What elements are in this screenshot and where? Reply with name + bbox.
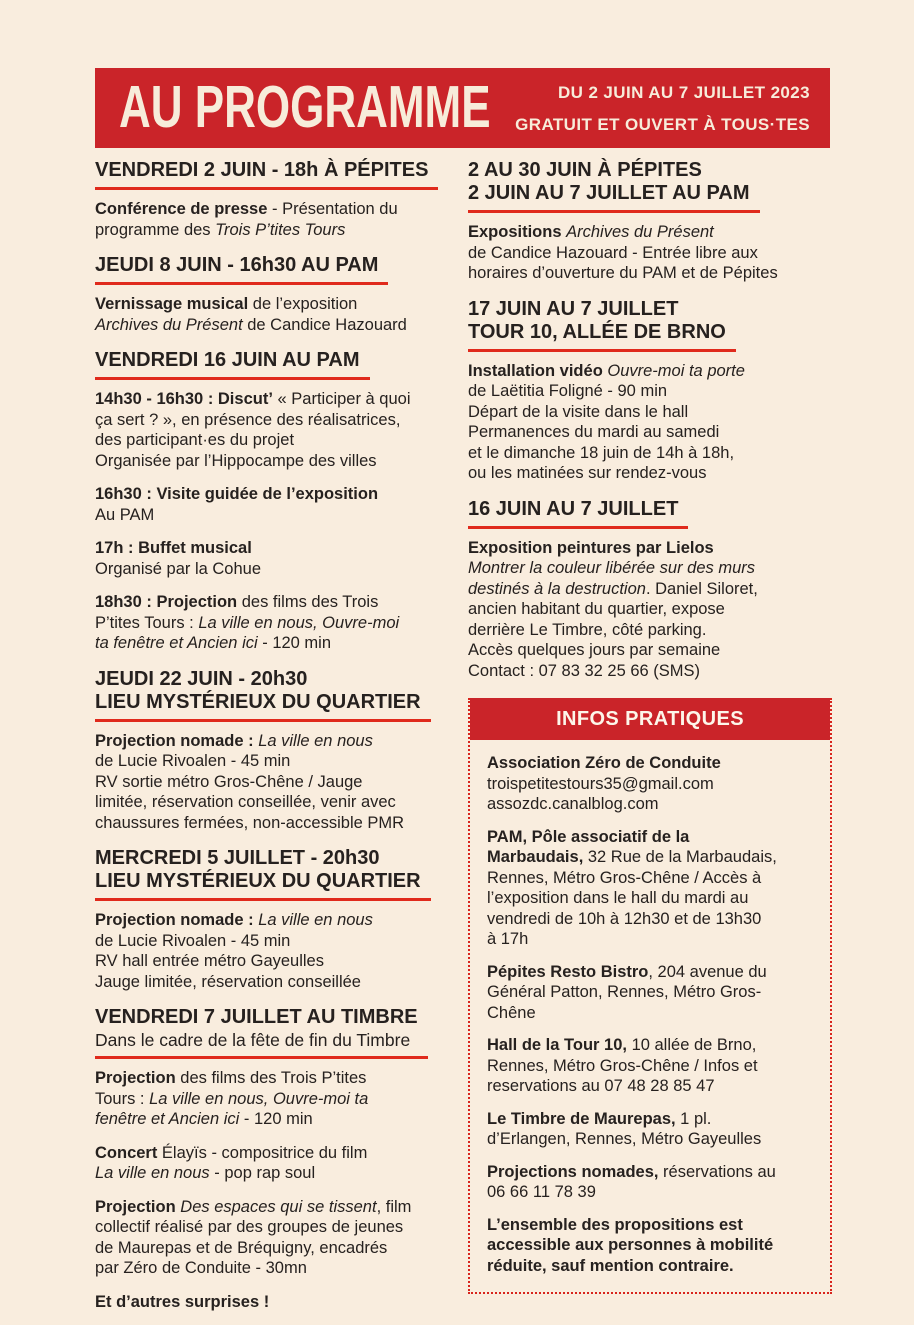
text-segment: accessible aux personnes à mobilité xyxy=(487,1236,774,1254)
event-date-heading-line: JEUDI 22 JUIN - 20h30 xyxy=(95,667,308,690)
event-description xyxy=(95,1068,459,1130)
event-date-heading-line: VENDREDI 2 JUIN - 18h À PÉPITES xyxy=(95,159,429,181)
event-date-heading xyxy=(468,159,760,213)
text-segment: Hall de la Tour 10, xyxy=(487,1036,627,1054)
event-description xyxy=(468,361,832,484)
text-segment: de Candice Hazouard - Entrée libre aux xyxy=(468,243,758,262)
infos-entry xyxy=(487,962,818,1024)
event-date-heading-line: 2 AU 30 JUIN À PÉPITES xyxy=(468,159,702,181)
text-segment: P’tites Tours : xyxy=(95,613,199,632)
text-segment: Au PAM xyxy=(95,505,155,524)
text-segment: Des espaces qui se tissent xyxy=(180,1197,377,1216)
text-segment: fenêtre et Ancien ici xyxy=(95,1110,240,1128)
text-segment: Jauge limitée, réservation conseillée xyxy=(95,972,361,991)
text-segment: de l’exposition xyxy=(248,295,358,313)
event-description xyxy=(95,199,459,240)
text-segment: 14h30 - 16h30 : Discut’ xyxy=(95,390,273,408)
text-segment: 1 pl. xyxy=(675,1109,712,1128)
text-segment: Vernissage musical xyxy=(95,295,249,313)
event-description xyxy=(95,592,459,654)
text-segment: d’Erlangen, Rennes, Métro Gayeulles xyxy=(487,1130,762,1148)
text-segment: Concert xyxy=(95,1143,158,1162)
text-segment: La ville en nous xyxy=(258,911,373,929)
text-segment: ça sert ? », en présence des réalisatrices, xyxy=(95,410,401,429)
text-segment: Association Zéro de Conduite xyxy=(487,754,721,772)
text-segment: Chêne xyxy=(487,1003,536,1022)
text-segment: 16h30 : Visite guidée de l’exposition xyxy=(95,485,379,503)
infos-pratiques-title: INFOS PRATIQUES xyxy=(470,698,830,740)
event-date-heading-line: 2 JUIN AU 7 JUILLET AU PAM xyxy=(468,182,750,204)
event-date-heading-line: JEUDI 8 JUIN - 16h30 AU PAM xyxy=(95,254,379,276)
text-segment: limitée, réservation conseillée, venir avec xyxy=(95,793,396,811)
text-segment: Accès quelques jours par semaine xyxy=(468,641,721,659)
event-date-heading xyxy=(95,159,438,190)
event-description xyxy=(95,389,459,471)
text-segment: Pépites Resto Bistro xyxy=(487,962,649,981)
text-segment: et le dimanche 18 juin de 14h à 18h, xyxy=(468,443,735,462)
text-segment: des films des Trois xyxy=(237,593,379,611)
text-segment: assozdc.canalblog.com xyxy=(487,795,659,813)
infos-entry xyxy=(487,1109,818,1150)
text-segment: de Laëtitia Foligné - 90 min xyxy=(468,382,668,400)
infos-entry xyxy=(487,1035,818,1097)
text-segment: Contact : 07 83 32 25 66 (SMS) xyxy=(468,661,701,680)
event-description xyxy=(468,538,832,682)
text-segment: de Lucie Rivoalen - 45 min xyxy=(95,931,291,950)
infos-entry xyxy=(487,1162,818,1203)
text-segment: des participant·es du projet xyxy=(95,431,295,449)
text-segment: réduite, sauf mention contraire. xyxy=(487,1256,734,1275)
text-segment: , film xyxy=(376,1197,412,1216)
event-date-heading-line: VENDREDI 16 JUIN AU PAM xyxy=(95,349,360,371)
event-date-heading xyxy=(95,1006,428,1059)
text-segment: Permanences du mardi au samedi xyxy=(468,423,720,441)
event-description xyxy=(95,1143,459,1184)
text-segment: Expositions xyxy=(468,223,562,241)
event-description xyxy=(95,910,459,992)
event-date-heading xyxy=(95,254,388,285)
text-segment: Exposition peintures par Lielos xyxy=(468,538,714,557)
text-segment: La ville en nous xyxy=(95,1164,210,1182)
text-segment: de Candice Hazouard xyxy=(242,315,407,334)
banner-dates xyxy=(515,84,810,133)
banner-date-range: DU 2 JUIN AU 7 JUILLET 2023 xyxy=(557,82,810,102)
banner-free-note: GRATUIT ET OUVERT À TOUS·TES xyxy=(515,114,810,134)
text-segment: RV hall entrée métro Gayeulles xyxy=(95,952,324,970)
text-segment: 32 Rue de la Marbaudais, xyxy=(583,848,777,866)
program-column-left xyxy=(95,157,459,1325)
text-segment: 18h30 : Projection xyxy=(95,593,238,611)
text-segment: ta fenêtre et Ancien ici xyxy=(95,634,258,652)
text-segment: de Lucie Rivoalen - 45 min xyxy=(95,752,291,770)
text-segment: Archives du Présent xyxy=(95,315,243,334)
text-segment: - pop rap soul xyxy=(209,1164,316,1182)
text-segment: . Daniel Siloret, xyxy=(645,579,758,598)
event-description xyxy=(95,1197,459,1279)
text-segment: ou les matinées sur rendez-vous xyxy=(468,464,707,482)
text-segment: des films des Trois P’tites xyxy=(175,1069,367,1087)
event-date-heading xyxy=(95,847,431,901)
event-description xyxy=(95,538,459,579)
text-segment: Marbaudais, xyxy=(487,848,584,866)
text-segment: troispetitestours35@gmail.com xyxy=(487,774,714,793)
text-segment: La ville en nous, Ouvre-moi ta xyxy=(149,1089,369,1108)
event-description xyxy=(95,1292,459,1313)
event-date-heading-line: TOUR 10, ALLÉE DE BRNO xyxy=(468,320,726,343)
infos-entry xyxy=(487,1215,818,1277)
text-segment: Rennes, Métro Gros-Chêne / Accès à xyxy=(487,868,762,887)
text-segment: Général Patton, Rennes, Métro Gros- xyxy=(487,983,762,1001)
text-segment: programme des xyxy=(95,220,216,239)
program-column-right xyxy=(468,157,832,1294)
text-segment: - Présentation du xyxy=(267,200,398,218)
text-segment: 17h : Buffet musical xyxy=(95,539,252,557)
text-segment: derrière Le Timbre, côté parking. xyxy=(468,620,707,639)
text-segment: Conférence de presse xyxy=(95,200,268,218)
text-segment: Le Timbre de Maurepas, xyxy=(487,1109,676,1128)
text-segment: Projection xyxy=(95,1069,176,1087)
text-segment: « Participer à quoi xyxy=(272,390,411,408)
text-segment: Trois P’tites Tours xyxy=(215,220,346,239)
text-segment: La ville en nous xyxy=(258,731,373,750)
event-description xyxy=(95,484,459,525)
page-title: AU PROGRAMME xyxy=(119,74,491,141)
text-segment: Archives du Présent xyxy=(566,223,714,241)
infos-entry xyxy=(487,753,818,815)
text-segment: destinés à la destruction xyxy=(468,579,646,598)
text-segment: chaussures fermées, non-accessible PMR xyxy=(95,813,405,832)
text-segment: - 120 min xyxy=(239,1110,313,1128)
infos-entry xyxy=(487,827,818,950)
event-date-heading-line: 16 JUIN AU 7 JUILLET xyxy=(468,497,679,520)
text-segment: par Zéro de Conduite - 30mn xyxy=(95,1259,307,1277)
event-date-heading-line: MERCREDI 5 JUILLET - 20h30 xyxy=(95,847,380,869)
text-segment: RV sortie métro Gros-Chêne / Jauge xyxy=(95,772,363,791)
event-description xyxy=(468,222,832,284)
text-segment: l’exposition dans le hall du mardi au xyxy=(487,889,749,907)
text-segment: Montrer la couleur libérée sur des murs xyxy=(468,559,756,577)
event-date-heading-line: VENDREDI 7 JUILLET AU TIMBRE xyxy=(95,1006,418,1028)
event-date-heading-line: LIEU MYSTÉRIEUX DU QUARTIER xyxy=(95,870,421,892)
text-segment: Projection nomade : xyxy=(95,731,259,750)
text-segment: à 17h xyxy=(487,930,529,948)
text-segment: - 120 min xyxy=(257,634,332,652)
text-segment: , 204 avenue du xyxy=(648,962,767,981)
text-segment: Organisé par la Cohue xyxy=(95,559,262,578)
text-segment: réservations au xyxy=(658,1162,776,1181)
text-segment: Départ de la visite dans le hall xyxy=(468,402,689,421)
event-date-heading xyxy=(95,668,431,722)
text-segment: Projections nomades, xyxy=(487,1162,659,1181)
text-segment: Tours : xyxy=(95,1089,150,1108)
text-segment: reservations au 07 48 28 85 47 xyxy=(487,1077,715,1095)
text-segment: de Maurepas et de Bréquigny, encadrés xyxy=(95,1238,388,1257)
event-description xyxy=(95,731,459,834)
text-segment: La ville en nous, Ouvre-moi xyxy=(198,613,400,632)
text-segment: L’ensemble des propositions est xyxy=(487,1215,743,1234)
text-segment: 10 allée de Brno, xyxy=(626,1036,757,1054)
text-segment: Projection nomade : xyxy=(95,911,259,929)
event-description xyxy=(95,294,459,335)
text-segment: Et d’autres surprises ! xyxy=(95,1292,270,1311)
event-date-subheading: Dans le cadre de la fête de fin du Timbre xyxy=(95,1030,411,1050)
text-segment: ancien habitant du quartier, expose xyxy=(468,600,725,618)
text-segment: collectif réalisé par des groupes de jeunes xyxy=(95,1218,404,1236)
event-date-heading-line: 17 JUIN AU 7 JUILLET xyxy=(468,297,679,320)
text-segment: PAM, Pôle associatif de la xyxy=(487,827,690,846)
text-segment: horaires d’ouverture du PAM et de Pépites xyxy=(468,264,778,282)
text-segment: Projection xyxy=(95,1197,176,1216)
text-segment: Élayïs - compositrice du film xyxy=(157,1143,368,1162)
event-date-heading-line: LIEU MYSTÉRIEUX DU QUARTIER xyxy=(95,690,421,713)
event-date-heading xyxy=(468,298,736,352)
infos-pratiques-body xyxy=(470,740,830,1292)
event-date-heading xyxy=(468,498,688,529)
banner xyxy=(95,68,830,148)
text-segment: 06 66 11 78 39 xyxy=(487,1183,596,1201)
event-date-heading xyxy=(95,349,370,380)
infos-pratiques-box xyxy=(468,698,832,1294)
text-segment: Installation vidéo xyxy=(468,361,603,380)
text-segment: Organisée par l’Hippocampe des villes xyxy=(95,451,377,470)
text-segment: Ouvre-moi ta porte xyxy=(607,361,745,380)
text-segment: Rennes, Métro Gros-Chêne / Infos et xyxy=(487,1056,758,1075)
text-segment: vendredi de 10h à 12h30 et de 13h30 xyxy=(487,909,762,928)
